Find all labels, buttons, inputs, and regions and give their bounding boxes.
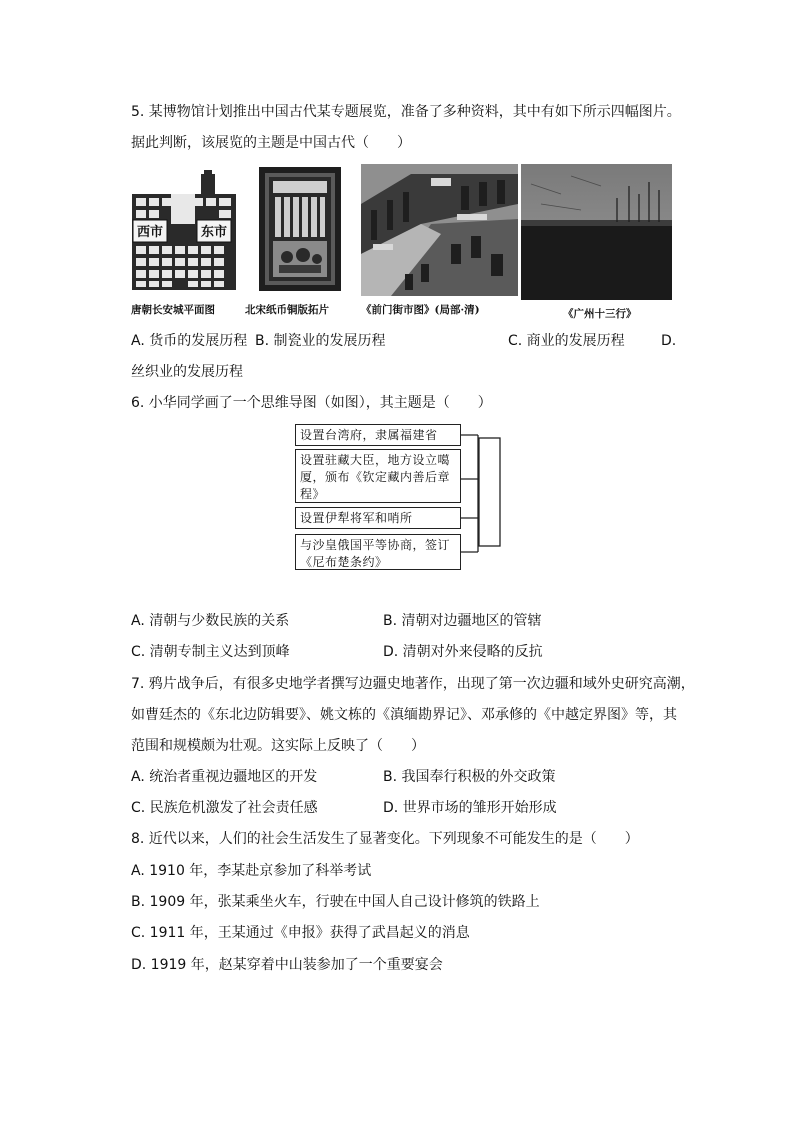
q8-stem-line1: 8. 近代以来，人们的社会生活发生了显著变化。下列现象不可能发生的是（ ） [131, 831, 639, 847]
q5-stem-line1: 5. 某博物馆计划推出中国古代某专题展览，准备了多种资料，其中有如下所示四幅图片。 [131, 104, 681, 120]
q6-option-a[interactable]: A. 清朝与少数民族的关系 [131, 613, 290, 629]
mindmap-box-tibet: 设置驻藏大臣，地方设立噶厦，颁布《钦定藏内善后章程》 [295, 449, 461, 503]
q5-option-c[interactable]: C. 商业的发展历程 [508, 333, 625, 349]
q8-option-b[interactable]: B. 1909 年，张某乘坐火车，行驶在中国人自己设计修筑的铁路上 [131, 894, 540, 910]
q6-option-b[interactable]: B. 清朝对边疆地区的管辖 [383, 613, 542, 629]
mindmap-connector [461, 424, 503, 574]
q8-option-d[interactable]: D. 1919 年，赵某穿着中山装参加了一个重要宴会 [131, 957, 443, 973]
q7-option-d[interactable]: D. 世界市场的雏形开始形成 [383, 800, 557, 816]
q6-option-c[interactable]: C. 清朝专制主义达到顶峰 [131, 644, 290, 660]
img1-caption: 唐朝长安城平面图 [131, 304, 215, 316]
east-market-label: 东市 [200, 225, 228, 240]
qianmen-street-market-image [361, 164, 518, 296]
song-paper-money-rubbing-image [259, 167, 341, 291]
changan-city-plan-image [131, 168, 237, 292]
q7-option-b[interactable]: B. 我国奉行积极的外交政策 [383, 769, 556, 785]
q5-option-d-text[interactable]: 丝织业的发展历程 [131, 364, 243, 380]
q8-option-c[interactable]: C. 1911 年，王某通过《申报》获得了武昌起义的消息 [131, 925, 470, 941]
img2-caption: 北宋纸币铜版拓片 [245, 304, 329, 316]
q7-stem-line3: 范围和规模颇为壮观。这实际上反映了（ ） [131, 738, 425, 754]
q5-option-b[interactable]: B. 制瓷业的发展历程 [255, 333, 386, 349]
q6-stem-line1: 6. 小华同学画了一个思维导图（如图），其主题是（ ） [131, 395, 492, 411]
mindmap-box-nerchinsk: 与沙皇俄国平等协商，签订《尼布楚条约》 [295, 534, 461, 570]
q6-option-d[interactable]: D. 清朝对外来侵略的反抗 [383, 644, 543, 660]
q7-option-a[interactable]: A. 统治者重视边疆地区的开发 [131, 769, 318, 785]
q5-stem-line2: 据此判断，该展览的主题是中国古代（ ） [131, 135, 411, 151]
q7-stem-line1: 7. 鸦片战争后，有很多史地学者撰写边疆史地著作，出现了第一次边疆和域外史研究高潮， [131, 676, 695, 692]
guangzhou-thirteen-factories-image [521, 164, 672, 300]
q7-stem-line2: 如曹廷杰的《东北边防辑要》、姚文栋的《滇缅勘界记》、邓承修的《中越定界图》等，其 [131, 707, 677, 723]
mindmap-box-taiwan: 设置台湾府，隶属福建省 [295, 424, 461, 446]
img3-caption: 《前门街市图》(局部·清) [361, 304, 480, 316]
q7-option-c[interactable]: C. 民族危机激发了社会责任感 [131, 800, 318, 816]
img4-caption: 《广州十三行》 [563, 308, 637, 320]
q5-option-d[interactable]: D. [661, 333, 677, 349]
q5-option-a[interactable]: A. 货币的发展历程 [131, 333, 248, 349]
q8-option-a[interactable]: A. 1910 年，李某赴京参加了科举考试 [131, 863, 372, 879]
mindmap-box-xinjiang: 设置伊犁将军和哨所 [295, 507, 461, 529]
west-market-label: 西市 [136, 225, 164, 240]
